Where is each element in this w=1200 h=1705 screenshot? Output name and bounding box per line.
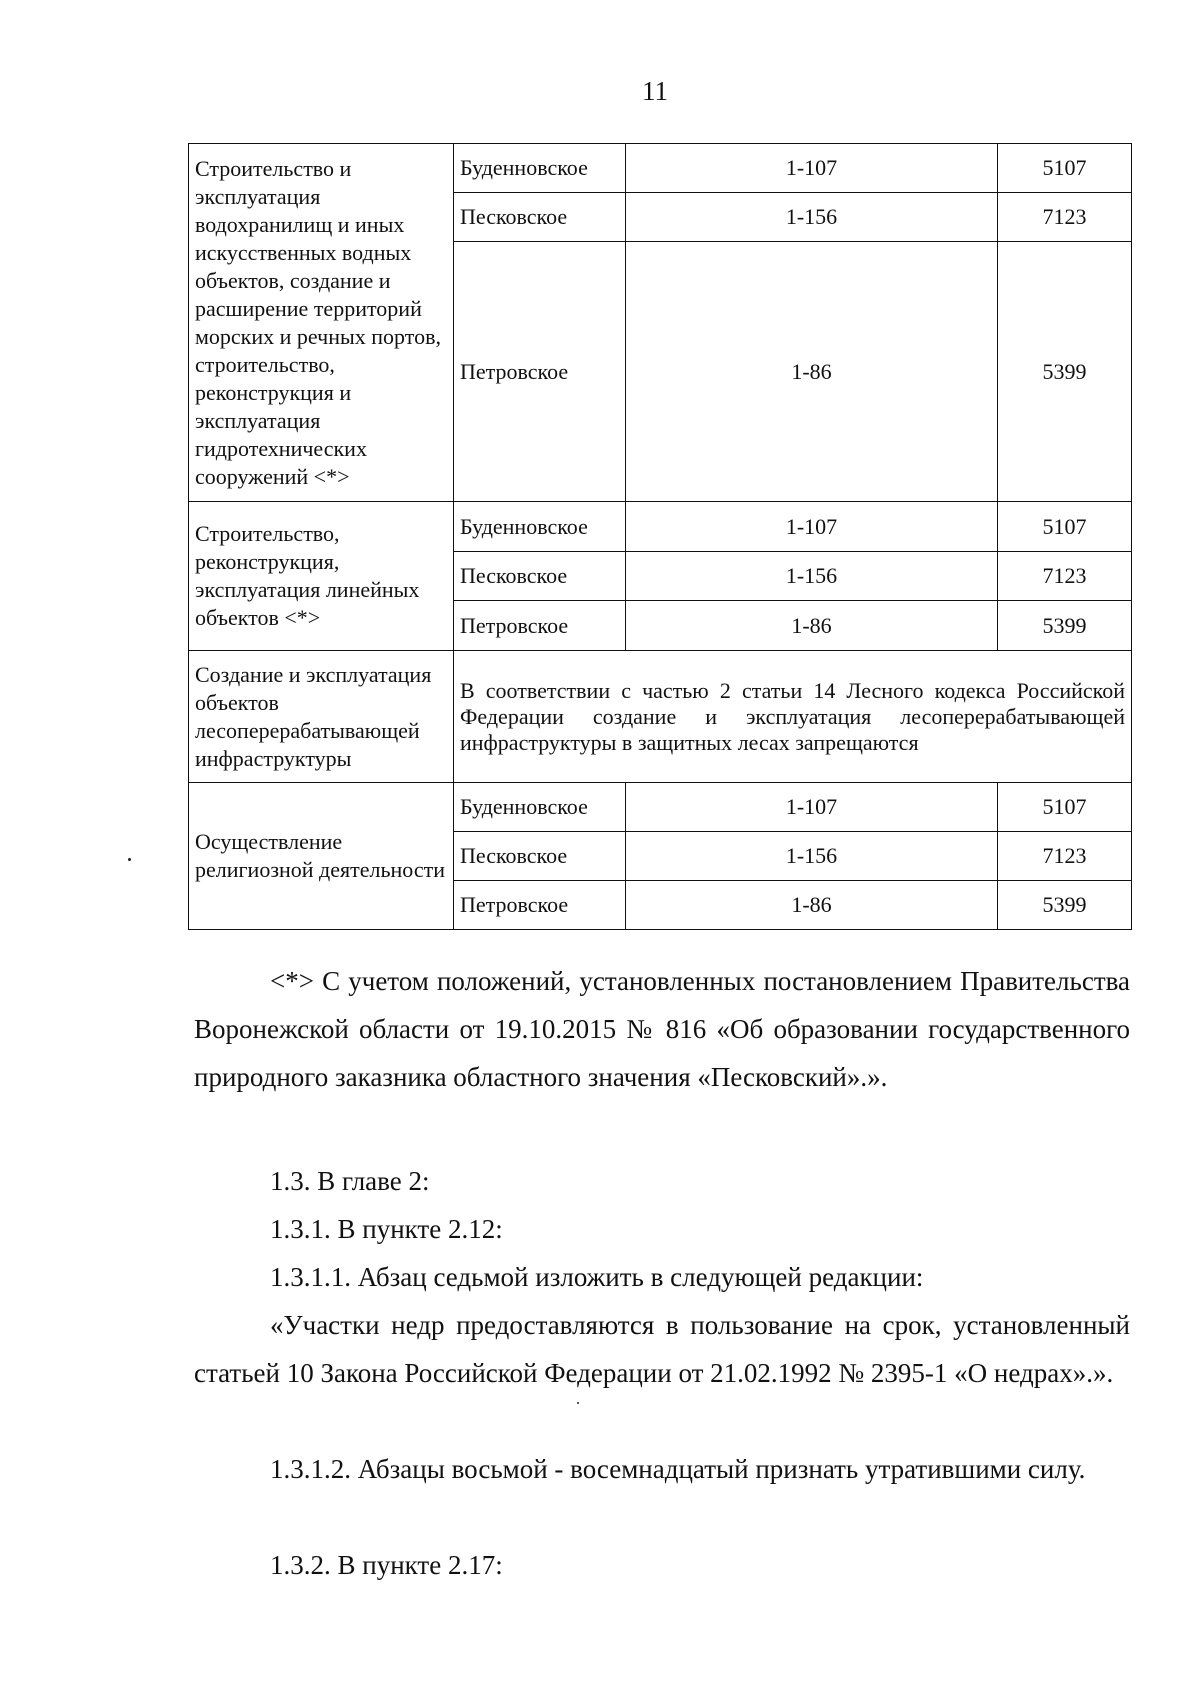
activity-cell: Создание и эксплуатация объектов лесоперерабатывающей инфраструктуры: [189, 651, 454, 783]
quarters-cell: 1-86: [626, 601, 998, 651]
area-cell: 5399: [998, 242, 1132, 502]
area-cell: 5399: [998, 881, 1132, 930]
forestry-cell: Буденновское: [454, 502, 626, 552]
quarters-cell: 1-107: [626, 502, 998, 552]
clause-1-3-1: 1.3.1. В пункте 2.12:: [270, 1214, 503, 1244]
forestry-cell: Петровское: [454, 601, 626, 651]
quoted-amendment: «Участки недр предоставляются в пользование на срок, установленный статьей 10 Закона Российской Федерации от 21.02.1992 № 2395-1 «О недрах».».: [194, 1310, 1130, 1388]
activity-cell: Осуществление религиозной деятельности: [189, 783, 454, 930]
clause-1-3: 1.3. В главе 2:: [270, 1166, 430, 1196]
forestry-cell: Песковское: [454, 552, 626, 601]
forestry-cell: Буденновское: [454, 144, 626, 193]
forestry-cell: Песковское: [454, 193, 626, 242]
table-row: [189, 651, 1132, 783]
quarters-cell: 1-107: [626, 144, 998, 193]
area-cell: 7123: [998, 832, 1132, 881]
area-cell: 7123: [998, 193, 1132, 242]
quarters-cell: 1-156: [626, 832, 998, 881]
activity-cell: Строительство и эксплуатация водохранилищ и иных искусственных водных объектов, создание и расширение территорий морских и речных портов, строительство, реконструкция и эксплуатация гидротехнических сооружений <*>: [189, 144, 454, 502]
forestry-activities-table: [188, 143, 1132, 930]
scan-speck: [577, 1402, 579, 1404]
quarters-cell: 1-86: [626, 242, 998, 502]
quarters-cell: 1-86: [626, 881, 998, 930]
page-number: 11: [642, 76, 668, 106]
clause-1-3-2: 1.3.2. В пункте 2.17:: [270, 1550, 503, 1580]
area-cell: 5399: [998, 601, 1132, 651]
quarters-cell: 1-156: [626, 552, 998, 601]
forestry-cell: Петровское: [454, 881, 626, 930]
prohibition-note: В соответствии с частью 2 статьи 14 Лесного кодекса Российской Федерации создание и эксплуатация лесоперерабатывающей инфраструктуры в защитных лесах запрещаются: [454, 651, 1132, 783]
forestry-cell: Песковское: [454, 832, 626, 881]
clause-1-3-1-1: 1.3.1.1. Абзац седьмой изложить в следующей редакции:: [270, 1262, 924, 1292]
quarters-cell: 1-107: [626, 783, 998, 832]
table-row: [189, 502, 1132, 552]
area-cell: 5107: [998, 502, 1132, 552]
table-row: [189, 144, 1132, 193]
activity-cell: Строительство, реконструкция, эксплуатация линейных объектов <*>: [189, 502, 454, 651]
forestry-cell: Петровское: [454, 242, 626, 502]
table-row: [189, 783, 1132, 832]
clause-1-3-1-2: 1.3.1.2. Абзацы восьмой - восемнадцатый признать утратившими силу.: [270, 1454, 1086, 1484]
area-cell: 7123: [998, 552, 1132, 601]
forestry-cell: Буденновское: [454, 783, 626, 832]
scan-speck: [128, 858, 131, 861]
quarters-cell: 1-156: [626, 193, 998, 242]
footnote: <*> С учетом положений, установленных постановлением Правительства Воронежской области от 19.10.2015 № 816 «Об образовании государственного природного заказника областного значения «Песковский».».: [194, 966, 1130, 1092]
area-cell: 5107: [998, 783, 1132, 832]
area-cell: 5107: [998, 144, 1132, 193]
